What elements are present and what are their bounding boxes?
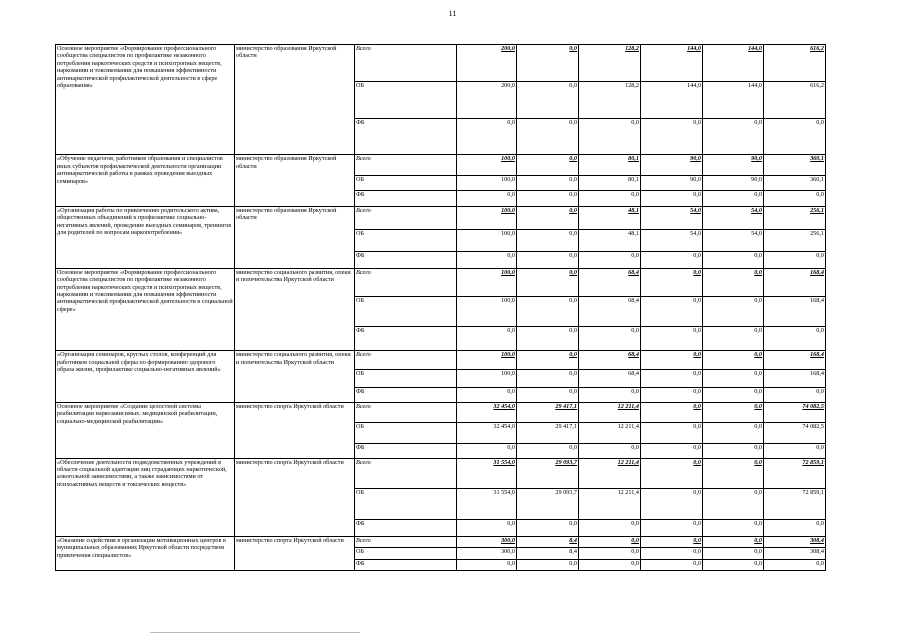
amount-cell: 0,0 [703,351,764,370]
funding-source-label: ОБ [355,369,457,388]
funding-source-label: ФБ [355,191,457,206]
funding-source-label: Всего [355,45,457,82]
amount-total-cell: 168,4 [764,369,826,388]
amount-cell: 54,0 [703,229,764,252]
measure-name: «Обеспечение деятельности подведомственных учреждений в области социальной адаптации лиц страдающих наркотической, алкогольной зависимостями, а также зависимостями от психоактивных веществ и токсических веществ» [56,458,235,536]
amount-cell: 144,0 [641,45,703,82]
amount-cell: 12 211,4 [579,489,641,520]
amount-cell: 0,0 [579,548,641,559]
amount-cell: 0,0 [457,119,517,155]
amount-cell: 0,0 [517,175,579,190]
amount-cell: 80,1 [579,155,641,176]
amount-cell: 8,4 [517,548,579,559]
amount-cell: 54,0 [641,229,703,252]
amount-cell: 0,0 [517,119,579,155]
amount-cell: 0,0 [703,388,764,402]
amount-cell: 0,0 [641,326,703,351]
amount-cell: 0,0 [703,536,764,547]
amount-cell: 29 093,7 [517,489,579,520]
amount-cell: 100,0 [457,369,517,388]
amount-cell: 0,0 [457,388,517,402]
amount-cell: 0,0 [517,206,579,229]
amount-cell: 90,0 [703,155,764,176]
amount-cell: 0,0 [579,520,641,537]
amount-cell: 0,0 [517,326,579,351]
amount-total-cell: 72 859,1 [764,458,826,489]
amount-cell: 0,0 [579,252,641,269]
funding-source-label: Всего [355,536,457,547]
amount-cell: 0,0 [703,402,764,423]
amount-cell: 0,0 [579,119,641,155]
scan-artifact-line [150,632,360,633]
amount-cell: 0,0 [457,252,517,269]
amount-cell: 8,4 [517,536,579,547]
measure-name: «Организация работы по привлечению родительского актива, общественных объединений к профилактике социально-негативных явлений, проведение выездных семинаров, тренингов для родителей по вопросам наркопотребления» [56,206,235,268]
amount-total-cell: 74 082,5 [764,423,826,444]
amount-total-cell: 256,1 [764,206,826,229]
funding-source-label: ФБ [355,119,457,155]
amount-cell: 31 554,0 [457,458,517,489]
table-row-total [56,268,826,296]
amount-cell: 0,0 [703,252,764,269]
amount-cell: 0,0 [517,369,579,388]
measure-name: «Обучение педагогов, работников образования и специалистов иных субъектов профилактической деятельности организации антинаркотической работы в рамках проведения выездных семинаров» [56,155,235,207]
amount-cell: 144,0 [703,82,764,119]
amount-cell: 80,1 [579,175,641,190]
amount-cell: 0,0 [641,520,703,537]
amount-cell: 0,0 [641,296,703,326]
page-number: 11 [448,9,457,18]
measure-name: «Оказание содействия в организации мотивационных центров в муниципальных образованиях Иркутской области посредством привлечения специалистов» [56,536,235,570]
funding-source-label: ОБ [355,82,457,119]
amount-cell: 0,0 [703,191,764,206]
measure-name: Основное мероприятие «Формирование профессионального сообщества специалистов по профилактике незаконного потребления наркотических средств и психотропных веществ, наркомании и токсикомании для повышения эффективности антинаркотической профилактической деятельности в социальной сфере» [56,268,235,351]
funding-source-label: ОБ [355,489,457,520]
amount-cell: 0,0 [641,548,703,559]
table-row-total [56,351,826,370]
amount-cell: 200,0 [457,45,517,82]
amount-cell: 31 554,0 [457,489,517,520]
amount-cell: 0,0 [579,191,641,206]
funding-source-label: Всего [355,206,457,229]
amount-cell: 90,0 [703,175,764,190]
amount-cell: 0,0 [517,351,579,370]
executor-name: министерство социального развития, опеки и попечительства Иркутской области [235,351,355,403]
amount-total-cell: 0,0 [764,326,826,351]
amount-cell: 0,0 [703,548,764,559]
amount-cell: 128,2 [579,82,641,119]
amount-cell: 0,0 [579,326,641,351]
table-row-total [56,45,826,82]
table-row-total [56,206,826,229]
amount-cell: 0,0 [703,119,764,155]
amount-cell: 100,0 [457,206,517,229]
amount-total-cell: 168,4 [764,268,826,296]
amount-cell: 0,0 [517,155,579,176]
funding-source-label: ФБ [355,520,457,537]
funding-source-label: Всего [355,351,457,370]
amount-cell: 0,0 [641,444,703,458]
amount-cell: 100,0 [457,229,517,252]
amount-cell: 0,0 [703,423,764,444]
amount-cell: 0,0 [641,423,703,444]
amount-cell: 0,0 [641,458,703,489]
amount-cell: 144,0 [641,82,703,119]
amount-cell: 0,0 [517,191,579,206]
amount-cell: 12 211,4 [579,402,641,423]
amount-cell: 0,0 [703,369,764,388]
amount-cell: 0,0 [517,296,579,326]
amount-cell: 12 211,4 [579,423,641,444]
amount-total-cell: 616,2 [764,45,826,82]
amount-cell: 54,0 [641,206,703,229]
amount-total-cell: 616,2 [764,82,826,119]
amount-cell: 12 211,4 [579,458,641,489]
amount-total-cell: 168,4 [764,296,826,326]
table-row-total [56,536,826,547]
amount-cell: 0,0 [703,444,764,458]
amount-cell: 0,0 [517,444,579,458]
amount-total-cell: 0,0 [764,388,826,402]
funding-source-label: ФБ [355,559,457,570]
amount-total-cell: 360,1 [764,175,826,190]
amount-cell: 0,0 [517,82,579,119]
amount-cell: 0,0 [517,520,579,537]
funding-source-label: ОБ [355,229,457,252]
amount-cell: 100,0 [457,155,517,176]
funding-source-label: ФБ [355,444,457,458]
amount-cell: 0,0 [641,252,703,269]
amount-total-cell: 168,4 [764,351,826,370]
executor-name: министерство образования Иркутской области [235,155,355,207]
budget-table [55,44,826,571]
amount-cell: 0,0 [517,252,579,269]
funding-source-label: Всего [355,268,457,296]
amount-cell: 0,0 [457,444,517,458]
amount-cell: 0,0 [703,489,764,520]
amount-cell: 0,0 [457,326,517,351]
amount-cell: 0,0 [457,191,517,206]
amount-cell: 0,0 [579,388,641,402]
amount-cell: 68,4 [579,268,641,296]
measure-name: Основное мероприятие «Формирование профессионального сообщества специалистов по профилактике незаконного потребления наркотических средств и психотропных веществ, наркомании и токсикомании для повышения эффективности антинаркотической профилактической деятельности в сфере образования» [56,45,235,155]
executor-name: министерство социального развития, опеки и попечительства Иркутской области [235,268,355,351]
amount-total-cell: 308,4 [764,536,826,547]
funding-source-label: Всего [355,458,457,489]
amount-total-cell: 0,0 [764,520,826,537]
executor-name: министерство спорта Иркутской области [235,458,355,536]
funding-source-label: ФБ [355,388,457,402]
amount-cell: 100,0 [457,175,517,190]
table-row-total [56,155,826,176]
amount-cell: 0,0 [641,388,703,402]
amount-cell: 32 454,0 [457,402,517,423]
amount-cell: 0,0 [641,119,703,155]
amount-cell: 0,0 [579,536,641,547]
amount-total-cell: 360,1 [764,155,826,176]
amount-cell: 90,0 [641,155,703,176]
amount-cell: 0,0 [457,520,517,537]
amount-cell: 0,0 [641,402,703,423]
amount-cell: 48,1 [579,206,641,229]
amount-total-cell: 0,0 [764,252,826,269]
budget-table-body [56,45,826,571]
amount-cell: 29 417,1 [517,402,579,423]
amount-cell: 144,0 [703,45,764,82]
amount-cell: 300,0 [457,548,517,559]
amount-cell: 0,0 [517,229,579,252]
amount-total-cell: 74 082,5 [764,402,826,423]
executor-name: министерство образования Иркутской области [235,45,355,155]
funding-source-label: Всего [355,402,457,423]
amount-cell: 0,0 [517,388,579,402]
amount-cell: 200,0 [457,82,517,119]
amount-cell: 0,0 [703,458,764,489]
amount-cell: 90,0 [641,175,703,190]
amount-cell: 0,0 [641,489,703,520]
amount-cell: 54,0 [703,206,764,229]
amount-cell: 300,0 [457,536,517,547]
amount-cell: 0,0 [703,559,764,570]
amount-cell: 0,0 [703,326,764,351]
table-row-total [56,458,826,489]
funding-source-label: ОБ [355,423,457,444]
amount-cell: 48,1 [579,229,641,252]
amount-cell: 29 093,7 [517,458,579,489]
funding-source-label: ОБ [355,296,457,326]
amount-cell: 0,0 [703,520,764,537]
amount-total-cell: 0,0 [764,119,826,155]
executor-name: министерство спорта Иркутской области [235,402,355,458]
amount-cell: 100,0 [457,351,517,370]
amount-cell: 0,0 [579,444,641,458]
amount-total-cell: 72 859,1 [764,489,826,520]
amount-cell: 128,2 [579,45,641,82]
amount-cell: 0,0 [457,559,517,570]
amount-cell: 100,0 [457,296,517,326]
amount-cell: 0,0 [641,191,703,206]
amount-cell: 68,4 [579,369,641,388]
amount-cell: 100,0 [457,268,517,296]
amount-total-cell: 308,4 [764,548,826,559]
amount-total-cell: 0,0 [764,191,826,206]
amount-cell: 29 417,1 [517,423,579,444]
table-row-total [56,402,826,423]
amount-cell: 0,0 [703,296,764,326]
amount-cell: 68,4 [579,351,641,370]
executor-name: министерство спорта Иркутской области [235,536,355,570]
funding-source-label: Всего [355,155,457,176]
funding-source-label: ФБ [355,252,457,269]
amount-total-cell: 256,1 [764,229,826,252]
amount-cell: 32 454,0 [457,423,517,444]
executor-name: министерство образования Иркутской области [235,206,355,268]
funding-source-label: ФБ [355,326,457,351]
amount-cell: 0,0 [517,559,579,570]
amount-cell: 0,0 [517,45,579,82]
amount-cell: 0,0 [703,268,764,296]
measure-name: «Организация семинаров, круглых столов, конференций для работников социальной сферы по формированию здорового образа жизни, профилактике социально-негативных явлений» [56,351,235,403]
funding-source-label: ОБ [355,548,457,559]
amount-cell: 0,0 [641,536,703,547]
funding-source-label: ОБ [355,175,457,190]
amount-cell: 0,0 [641,559,703,570]
amount-total-cell: 0,0 [764,444,826,458]
amount-cell: 0,0 [517,268,579,296]
amount-total-cell: 0,0 [764,559,826,570]
amount-cell: 0,0 [641,268,703,296]
amount-cell: 0,0 [641,351,703,370]
amount-cell: 0,0 [641,369,703,388]
measure-name: Основное мероприятие «Создание целостной системы реабилитации наркозависимых: медицинской реабилитации, социально-медицинской реабилитации» [56,402,235,458]
amount-cell: 0,0 [579,559,641,570]
amount-cell: 68,4 [579,296,641,326]
